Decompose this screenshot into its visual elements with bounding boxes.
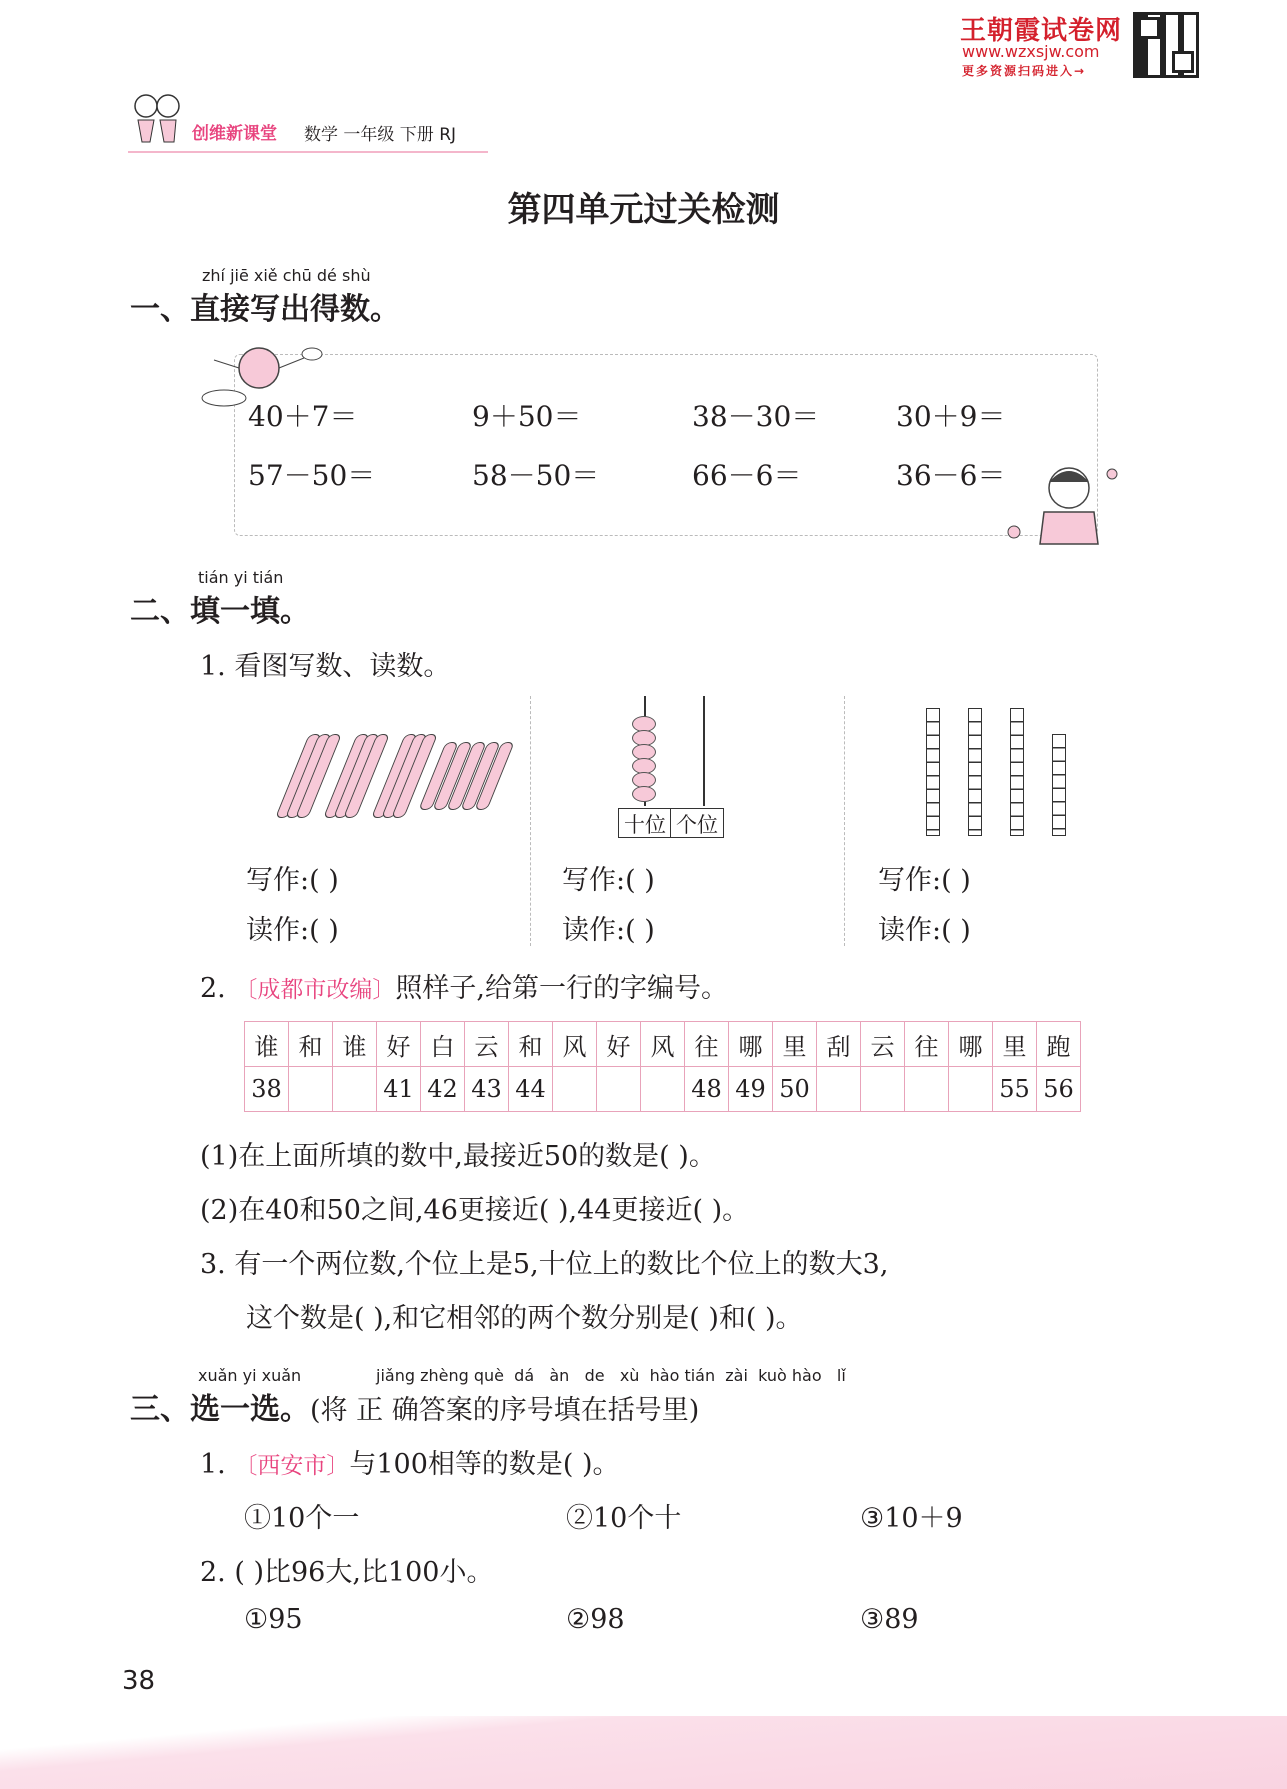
question-text: 照样子,给第一行的字编号。 [395, 973, 728, 1004]
table-cell: 里 [773, 1022, 817, 1067]
option-1[interactable]: ①95 [244, 1604, 303, 1635]
table-cell: 风 [553, 1022, 597, 1067]
cube-columns-figure [926, 708, 1076, 838]
section1-pinyin: zhí jiē xiě chū dé shù [202, 266, 371, 285]
table-cell: 风 [641, 1022, 685, 1067]
table-cell[interactable]: 41 [377, 1067, 421, 1112]
table-row [245, 1067, 1081, 1112]
stick-bundles-figure [262, 734, 512, 824]
read-answer-2[interactable]: 读作:( ) [562, 915, 655, 946]
source-tag: 〔成都市改编〕 [234, 977, 396, 1003]
table-cell: 谁 [245, 1022, 289, 1067]
header-divider [128, 151, 488, 153]
table-cell[interactable] [641, 1067, 685, 1112]
section2-heading: 二、填一填。 [130, 594, 310, 629]
table-cell[interactable]: 55 [993, 1067, 1037, 1112]
table-cell: 刮 [817, 1022, 861, 1067]
table-cell: 里 [993, 1022, 1037, 1067]
table-cell[interactable] [817, 1067, 861, 1112]
watermark-url[interactable]: www.wzxsjw.com [962, 42, 1100, 61]
table-cell: 云 [465, 1022, 509, 1067]
table-cell[interactable]: 43 [465, 1067, 509, 1112]
footer-band [0, 1716, 1287, 1789]
calc-item: 40＋7＝ [248, 400, 358, 433]
table-cell: 和 [289, 1022, 333, 1067]
source-tag: 〔西安市〕 [234, 1453, 350, 1479]
place-ones-label: 个位 [670, 808, 724, 838]
option-2[interactable]: ②98 [566, 1604, 625, 1635]
table-cell[interactable]: 42 [421, 1067, 465, 1112]
table-cell[interactable]: 44 [509, 1067, 553, 1112]
qr-code-icon[interactable] [1133, 12, 1199, 78]
table-cell[interactable]: 56 [1037, 1067, 1081, 1112]
table-cell: 哪 [949, 1022, 993, 1067]
write-answer-1[interactable]: 写作:( ) [246, 865, 339, 896]
section3-pinyin: xuǎn yi xuǎn [198, 1366, 302, 1385]
table-cell: 往 [685, 1022, 729, 1067]
watermark-title: 王朝霞试卷网 [960, 16, 1123, 46]
table-cell: 谁 [333, 1022, 377, 1067]
question-3-1 [200, 1442, 620, 1481]
table-row [245, 1022, 1081, 1067]
question-number: 1. [200, 1449, 226, 1480]
table-cell: 和 [509, 1022, 553, 1067]
figure-divider [844, 696, 845, 946]
question-2-2-sub1[interactable]: (1)在上面所填的数中,最接近50的数是( )。 [200, 1141, 716, 1172]
instruction-pinyin: jiǎng zhèng què dá àn de xù hào tián zài kuò hào lǐ [376, 1366, 846, 1385]
question-2-3-line2[interactable]: 这个数是( ),和它相邻的两个数分别是( )和( )。 [246, 1303, 803, 1334]
figure-divider [530, 696, 531, 946]
option-3[interactable]: ③89 [860, 1604, 919, 1635]
table-cell: 好 [597, 1022, 641, 1067]
table-cell[interactable] [597, 1067, 641, 1112]
table-cell: 白 [421, 1022, 465, 1067]
question-2-1: 1. 看图写数、读数。 [200, 651, 451, 682]
page-title: 第四单元过关检测 [507, 190, 780, 230]
calc-item: 57－50＝ [248, 459, 376, 492]
section3-instruction: (将 正 确答案的序号填在括号里) [310, 1395, 700, 1426]
table-cell: 好 [377, 1022, 421, 1067]
table-cell[interactable]: 49 [729, 1067, 773, 1112]
place-tens-label: 十位 [618, 808, 672, 838]
page-number: 38 [122, 1666, 156, 1696]
question-2-3-line1: 3. 有一个两位数,个位上是5,十位上的数比个位上的数大3, [200, 1249, 889, 1280]
table-cell[interactable]: 48 [685, 1067, 729, 1112]
table-cell[interactable] [905, 1067, 949, 1112]
calc-box [234, 354, 1098, 536]
read-answer-1[interactable]: 读作:( ) [246, 915, 339, 946]
watermark-more: 更多资源扫码进入→ [962, 64, 1087, 78]
section1-heading: 一、直接写出得数。 [130, 292, 400, 327]
table-cell: 云 [861, 1022, 905, 1067]
question-2-2 [200, 966, 728, 1005]
table-cell[interactable] [333, 1067, 377, 1112]
table-cell: 跑 [1037, 1022, 1081, 1067]
table-cell[interactable] [861, 1067, 905, 1112]
read-answer-3[interactable]: 读作:( ) [878, 915, 971, 946]
table-cell: 哪 [729, 1022, 773, 1067]
question-2-2-sub2[interactable]: (2)在40和50之间,46更接近( ),44更接近( )。 [200, 1195, 750, 1226]
calc-item: 58－50＝ [472, 459, 600, 492]
question-number: 2. [200, 973, 226, 1004]
question-3-2[interactable]: 2. ( )比96大,比100小。 [200, 1557, 494, 1588]
section2-pinyin: tián yi tián [198, 568, 284, 587]
number-table [244, 1021, 1081, 1112]
table-cell: 往 [905, 1022, 949, 1067]
section3-heading: 三、选一选。 [130, 1392, 310, 1427]
section3-heading-line [130, 1384, 699, 1428]
table-cell[interactable]: 38 [245, 1067, 289, 1112]
option-3[interactable]: ③10＋9 [860, 1503, 963, 1534]
calc-item: 30＋9＝ [896, 400, 1006, 433]
table-cell[interactable] [553, 1067, 597, 1112]
option-2[interactable]: ②10个十 [566, 1503, 682, 1534]
write-answer-3[interactable]: 写作:( ) [878, 865, 971, 896]
calc-item: 38－30＝ [692, 400, 820, 433]
table-cell[interactable]: 50 [773, 1067, 817, 1112]
calc-item: 9＋50＝ [472, 400, 582, 433]
abacus-figure [618, 696, 728, 841]
write-answer-2[interactable]: 写作:( ) [562, 865, 655, 896]
table-cell[interactable] [949, 1067, 993, 1112]
calc-item: 36－6＝ [896, 459, 1006, 492]
header-mascot [128, 88, 188, 148]
question-text[interactable]: 与100相等的数是( )。 [349, 1449, 620, 1480]
table-cell[interactable] [289, 1067, 333, 1112]
option-1[interactable]: ①10个一 [244, 1503, 360, 1534]
girl-reading-icon [994, 462, 1124, 554]
brand-name: 创维新课堂 [192, 124, 277, 144]
book-subject: 数学 一年级 下册 RJ [304, 125, 457, 145]
calc-item: 66－6＝ [692, 459, 802, 492]
